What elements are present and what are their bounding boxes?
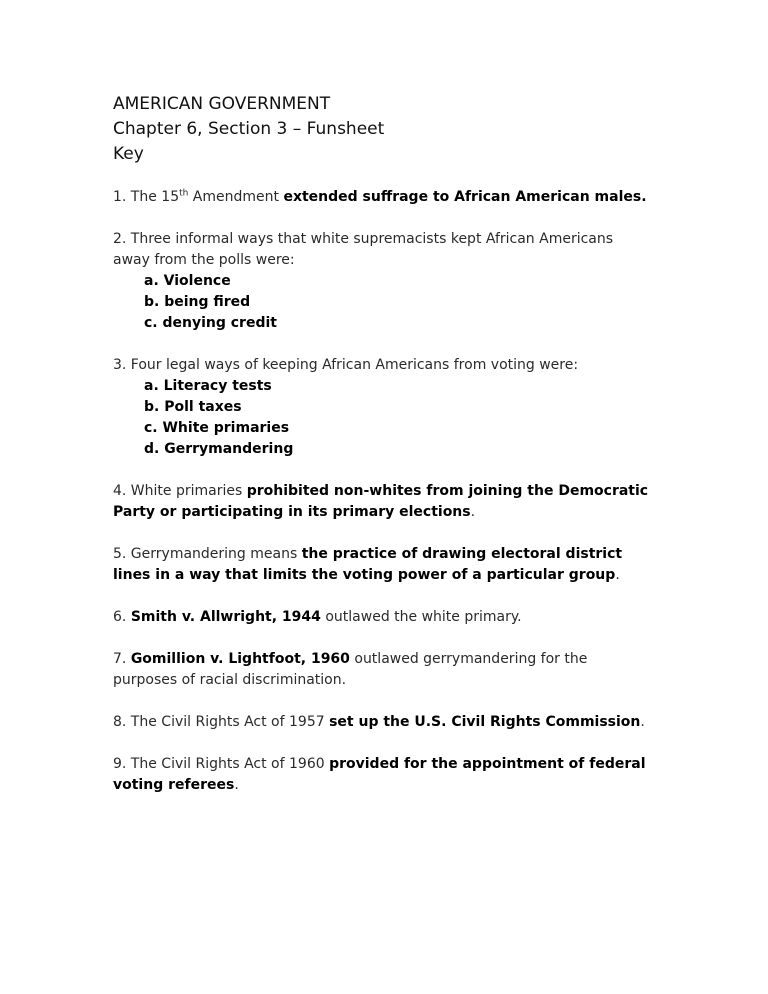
list-item: a. Literacy tests [144, 378, 272, 394]
key-label: Key [113, 144, 144, 164]
question-4 [113, 481, 653, 523]
period: . [615, 567, 620, 583]
question-7-number: 7. [113, 651, 131, 667]
list-item: a. Violence [144, 273, 231, 289]
worksheet-header [113, 92, 653, 167]
question-5 [113, 544, 653, 586]
question-6 [113, 607, 653, 628]
question-8-answer: set up the U.S. Civil Rights Commission [329, 714, 641, 730]
list-item: c. White primaries [144, 420, 290, 436]
ordinal-suffix: th [179, 188, 189, 199]
list-item: c. denying credit [144, 315, 277, 331]
period: . [640, 714, 645, 730]
chapter-title: Chapter 6, Section 3 – Funsheet [113, 119, 385, 139]
question-2-prompt: 2. Three informal ways that white supremacists kept African Americans away from the polls were: [113, 231, 614, 268]
question-6-number: 6. [113, 609, 131, 625]
question-5-prompt: 5. Gerrymandering means [113, 546, 302, 562]
list-item: d. Gerrymandering [144, 441, 294, 457]
list-item: b. being fired [144, 294, 251, 310]
question-7-answer: Gomillion v. Lightfoot, 1960 [130, 651, 350, 667]
question-1-prompt: 1. The 15 [113, 189, 180, 205]
question-1-answer: extended suffrage to African American males. [283, 189, 647, 205]
question-1-prompt-end: Amendment [188, 189, 284, 205]
course-title: AMERICAN GOVERNMENT [113, 94, 331, 114]
question-2-answers [113, 271, 653, 334]
question-7 [113, 649, 653, 691]
question-7-prompt: outlawed gerrymandering for the purposes of racial discrimination. [113, 651, 588, 688]
question-4-prompt: 4. White primaries [113, 483, 247, 499]
worksheet-page [113, 92, 653, 817]
question-6-prompt: outlawed the white primary. [320, 609, 522, 625]
question-9-prompt: 9. The Civil Rights Act of 1960 [113, 756, 330, 772]
question-5-answer: the practice of drawing electoral district lines in a way that limits the voting power of a particular group [113, 546, 623, 583]
question-8-prompt: 8. The Civil Rights Act of 1957 [113, 714, 330, 730]
question-1 [113, 187, 653, 208]
question-9-answer: provided for the appointment of federal voting referees [113, 756, 646, 793]
period: . [234, 777, 239, 793]
question-3-answers [113, 376, 653, 460]
question-8 [113, 712, 653, 733]
period: . [470, 504, 476, 520]
question-4-answer: prohibited non-whites from joining the Democratic Party or participating in its primary elections [113, 483, 649, 520]
question-3 [113, 355, 653, 460]
question-3-prompt: 3. Four legal ways of keeping African Americans from voting were: [113, 357, 579, 373]
question-2 [113, 229, 653, 334]
list-item: b. Poll taxes [144, 399, 242, 415]
question-6-answer: Smith v. Allwright, 1944 [130, 609, 321, 625]
question-9 [113, 754, 653, 796]
